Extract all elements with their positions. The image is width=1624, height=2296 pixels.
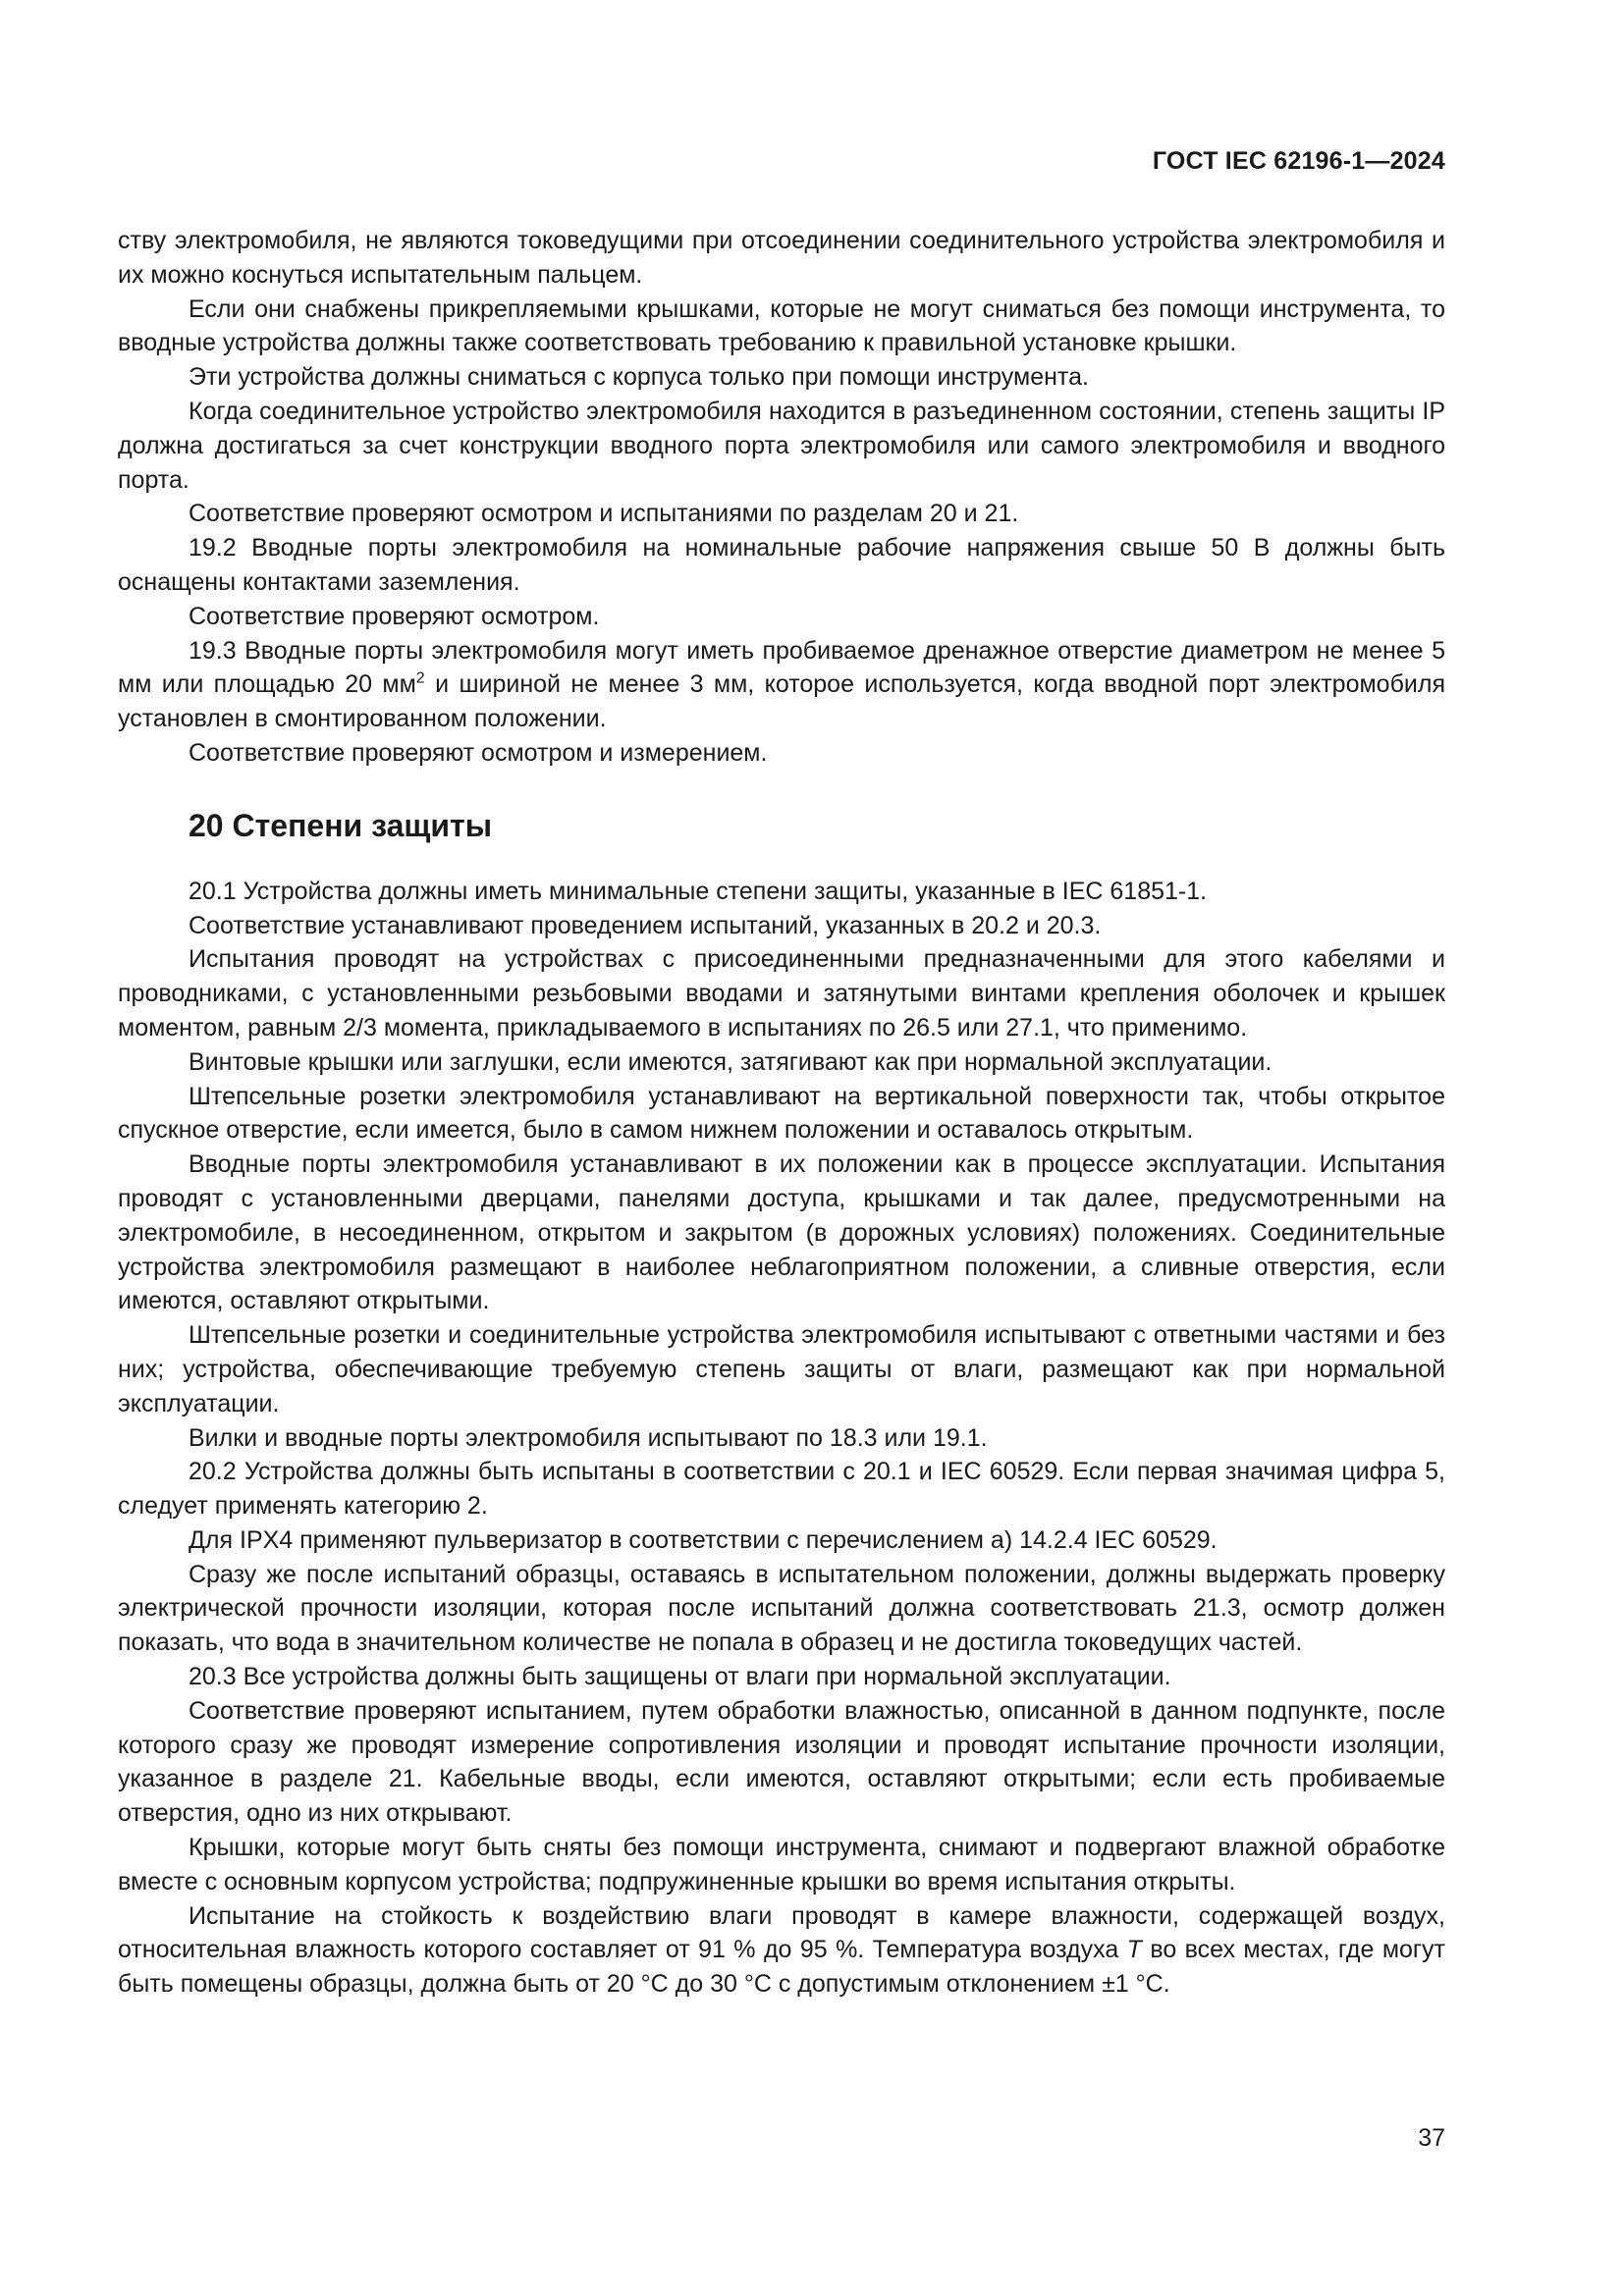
paragraph: Соответствие устанавливают проведением испытаний, указанных в 20.2 и 20.3.	[189, 911, 1102, 939]
document-header: ГОСТ IEC 62196-1—2024	[1152, 147, 1445, 175]
text-run: 19.3 Вводные порты электромобиля могут иметь пробиваемое дренажное отверстие диаметром не менее 5 мм или площадью 20 мм	[118, 636, 1445, 699]
page-number: 37	[1418, 2124, 1445, 2152]
paragraph: Соответствие проверяют осмотром и испытаниями по разделам 20 и 21.	[189, 500, 1019, 528]
paragraph: 20.3 Все устройства должны быть защищены от влаги при нормальной эксплуатации.	[189, 1663, 1171, 1691]
paragraph: Испытания проводят на устройствах с присоединенными предназначенными для этого кабелями и проводниками, с установленными резьбовыми вводами и затянутыми винтами крепления оболочек и крышек моментом, равным 2/3 момента, прикладываемого в испытаниях по 26.5 или 27.1, что применимо.	[118, 945, 1445, 1041]
paragraph: Крышки, которые могут быть сняты без помощи инструмента, снимают и подвергают влажной обработке вместе с основным корпусом устройства; подпружиненные крышки во время испытания открыты.	[118, 1834, 1445, 1896]
paragraph: Соответствие проверяют осмотром.	[189, 602, 600, 630]
paragraph: Винтовые крышки или заглушки, если имеются, затягивают как при нормальной эксплуатации.	[189, 1047, 1272, 1076]
paragraph: Когда соединительное устройство электромобиля находится в разъединенном состоянии, степень защиты IP должна достигаться за счет конструкции вводного порта электромобиля или самого электромобиля и вводного порта.	[118, 397, 1445, 494]
text-run: Испытание на стойкость к воздействию влаги проводят в камере влажности, содержащей воздух, относительная влажность которого составляет от 91 % до 95 %. Температура воздуха	[118, 1901, 1445, 1964]
text-run: во всех местах, где могут быть помещены образцы, должна быть от 20 °С до 30 °С с допустимым отклонением ±1 °С.	[118, 1936, 1445, 1999]
paragraph: 20.1 Устройства должны иметь минимальные степени защиты, указанные в IEC 61851-1.	[189, 877, 1208, 905]
paragraph: Соответствие проверяют осмотром и измерением.	[189, 738, 768, 767]
document-body	[118, 224, 1445, 2002]
paragraph: Штепсельные розетки и соединительные устройства электромобиля испытывают с ответными частями и без них; устройства, обеспечивающие требуемую степень защиты от влаги, размещают как при нормальной эксплуатации.	[118, 1321, 1445, 1417]
paragraph: 20.2 Устройства должны быть испытаны в соответствии с 20.1 и IEC 60529. Если первая значимая цифра 5, следует применять категорию 2.	[118, 1458, 1445, 1521]
paragraph: Для IPX4 применяют пульверизатор в соответствии с перечислением а) 14.2.4 IEC 60529.	[189, 1525, 1218, 1554]
paragraph: Штепсельные розетки электромобиля устанавливают на вертикальной поверхности так, чтобы открытое спускное отверстие, если имеется, было в самом нижнем положении и оставалось открытым.	[118, 1082, 1445, 1145]
paragraph: Вводные порты электромобиля устанавливают в их положении как в процессе эксплуатации. Испытания проводят с установленными дверцами, панелями доступа, крышками и так далее, предусмотренными на электромобиле, в несоединенном, открытом и закрытом (в дорожных условиях) положениях. Соединительные устройства электромобиля размещают в наиболее неблагоприятном положении, а сливные отверстия, если имеются, оставляют открытыми.	[118, 1150, 1445, 1315]
paragraph: Эти устройства должны сниматься с корпуса только при помощи инструмента.	[189, 363, 1089, 392]
paragraph: Если они снабжены прикрепляемыми крышками, которые не могут сниматься без помощи инструмента, то вводные устройства должны также соответствовать требованию к правильной установке крышки.	[118, 294, 1445, 357]
italic-symbol: T	[1126, 1936, 1142, 1964]
paragraph: Вилки и вводные порты электромобиля испытывают по 18.3 или 19.1.	[189, 1423, 988, 1452]
text-run: и шириной не менее 3 мм, которое используется, когда вводной порт электромобиля установлен в смонтированном положении.	[118, 670, 1445, 733]
paragraph: Соответствие проверяют испытанием, путем обработки влажностью, описанной в данном подпункте, после которого сразу же проводят измерение сопротивления изоляции и проводят испытание прочности изоляции, указанное в разделе 21. Кабельные вводы, если имеются, оставляют открытыми; если есть пробиваемые отверстия, одно из них открывают.	[118, 1696, 1445, 1828]
paragraph: ству электромобиля, не являются токоведущими при отсоединении соединительного устройства электромобиля и их можно коснуться испытательным пальцем.	[118, 227, 1445, 289]
superscript: 2	[415, 670, 425, 688]
paragraph: Сразу же после испытаний образцы, оставаясь в испытательном положении, должны выдержать проверку электрической прочности изоляции, которая после испытаний должна соответствовать 21.3, осмотр должен показать, что вода в значительном количестве не попала в образец и не достигла токоведущих частей.	[118, 1560, 1445, 1657]
paragraph-19-3	[118, 634, 1445, 736]
paragraph: 19.2 Вводные порты электромобиля на номинальные рабочие напряжения свыше 50 В должны быть оснащены контактами заземления.	[118, 534, 1445, 596]
section-heading: 20 Степени защиты	[189, 807, 493, 843]
paragraph-last	[118, 1899, 1445, 2002]
